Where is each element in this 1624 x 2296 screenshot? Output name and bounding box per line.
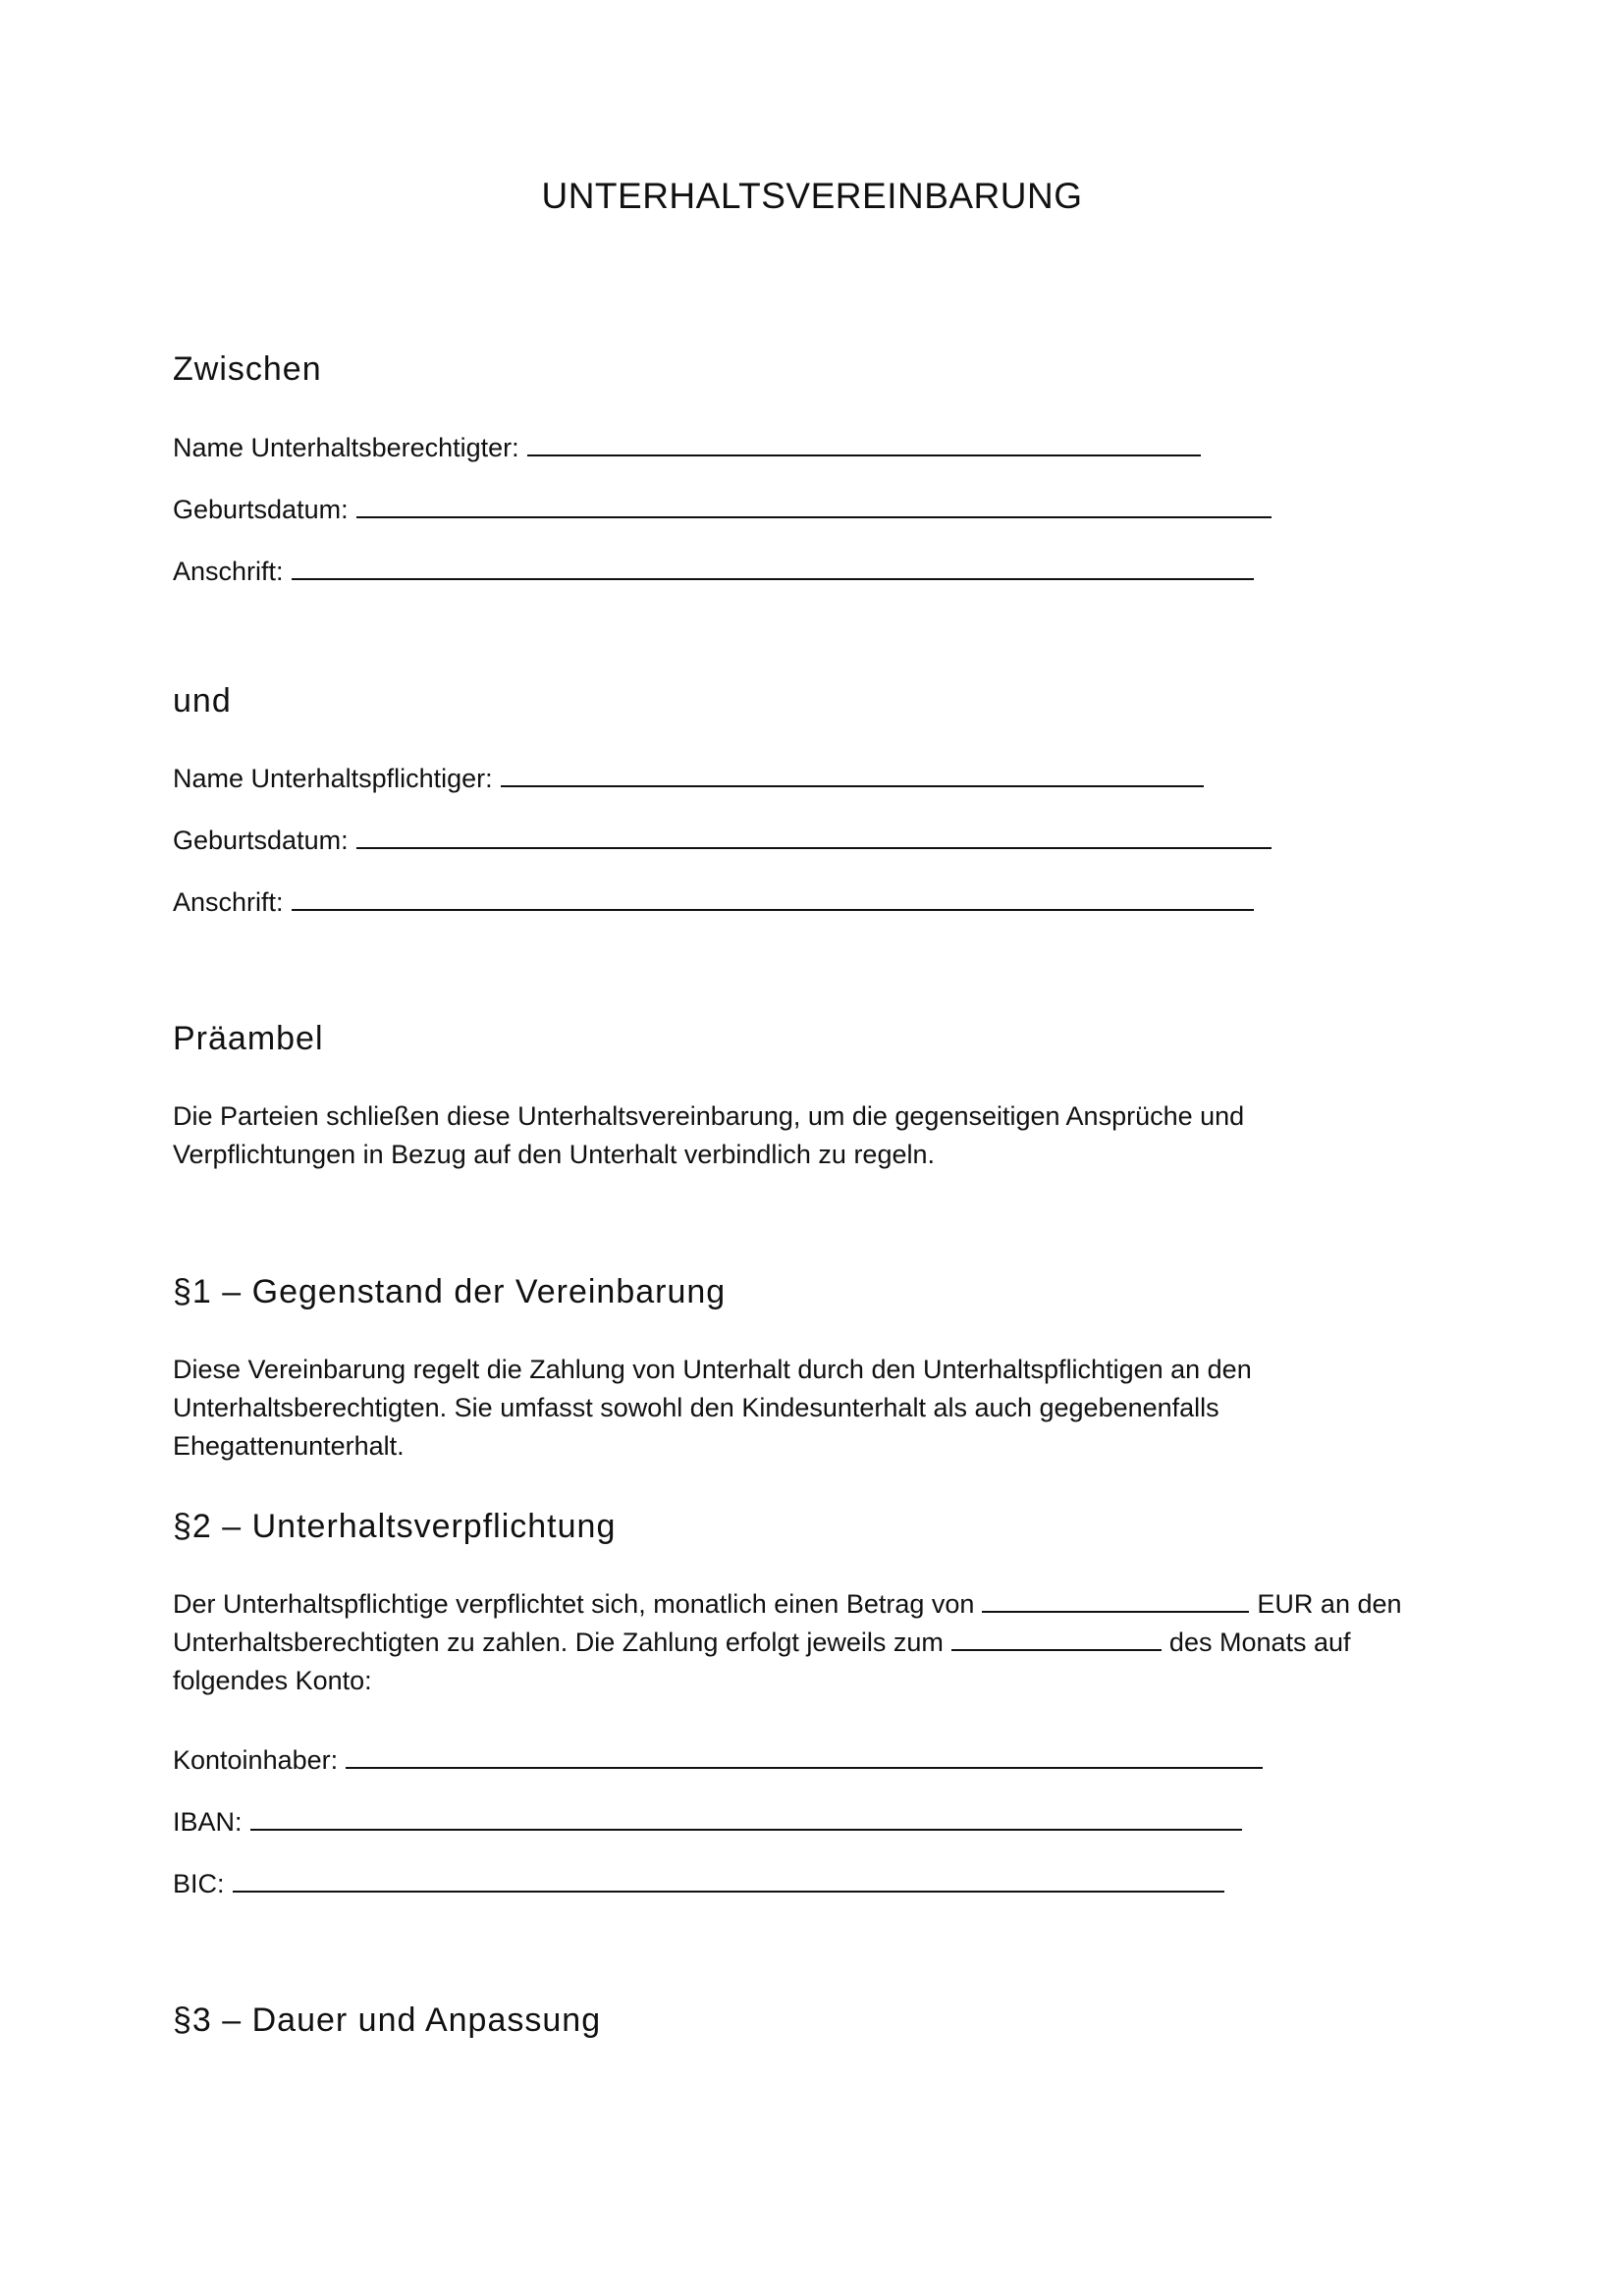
bic-blank[interactable] bbox=[233, 1867, 1224, 1893]
party1-name-blank[interactable] bbox=[527, 431, 1201, 456]
section2-text bbox=[173, 1585, 1402, 1700]
document-title: UNTERHALTSVEREINBARUNG bbox=[541, 176, 1083, 216]
section2-line bbox=[173, 1585, 1402, 1624]
party2-address-field bbox=[173, 884, 1254, 920]
section2-line1-start: Der Unterhaltspflichtige verpflichtet sich, monatlich einen Betrag von bbox=[173, 1589, 975, 1619]
party2-address-label: Anschrift: bbox=[173, 887, 284, 917]
section1-text bbox=[173, 1351, 1252, 1466]
payment-day-blank[interactable] bbox=[951, 1628, 1162, 1651]
section1-line: Ehegattenunterhalt. bbox=[173, 1431, 405, 1461]
section2-line bbox=[173, 1624, 1402, 1662]
preamble-line: Die Parteien schließen diese Unterhaltsvereinbarung, um die gegenseitigen Ansprüche und bbox=[173, 1101, 1245, 1131]
party2-birth-label: Geburtsdatum: bbox=[173, 826, 349, 855]
party2-name-blank[interactable] bbox=[501, 762, 1204, 787]
party2-birth-field bbox=[173, 823, 1272, 858]
section2-line1-end: EUR an den bbox=[1257, 1589, 1402, 1619]
account-holder-field bbox=[173, 1742, 1263, 1778]
party2-birth-blank[interactable] bbox=[356, 824, 1272, 849]
account-holder-blank[interactable] bbox=[346, 1743, 1263, 1769]
preamble-line: Verpflichtungen in Bezug auf den Unterhalt verbindlich zu regeln. bbox=[173, 1140, 935, 1169]
amount-blank[interactable] bbox=[982, 1589, 1249, 1613]
preamble-text bbox=[173, 1097, 1244, 1174]
iban-label: IBAN: bbox=[173, 1807, 243, 1837]
section2-line2-start: Unterhaltsberechtigten zu zahlen. Die Zahlung erfolgt jeweils zum bbox=[173, 1628, 944, 1657]
party1-address-blank[interactable] bbox=[292, 555, 1254, 580]
iban-field bbox=[173, 1804, 1242, 1840]
iban-blank[interactable] bbox=[250, 1805, 1242, 1831]
section1-heading: §1 – Gegenstand der Vereinbarung bbox=[173, 1273, 727, 1310]
party1-birth-blank[interactable] bbox=[356, 493, 1272, 518]
bic-label: BIC: bbox=[173, 1869, 225, 1898]
and-heading: und bbox=[173, 682, 232, 720]
party1-name-field bbox=[173, 430, 1201, 465]
section2-line2-end: des Monats auf bbox=[1168, 1628, 1351, 1657]
section1-line: Unterhaltsberechtigten. Sie umfasst sowohl den Kindesunterhalt als auch gegebenenfalls bbox=[173, 1393, 1219, 1422]
party2-name-label: Name Unterhaltspflichtiger: bbox=[173, 764, 493, 793]
party1-address-field bbox=[173, 554, 1254, 589]
section2-line: folgendes Konto: bbox=[173, 1666, 372, 1695]
party1-address-label: Anschrift: bbox=[173, 557, 284, 586]
section1-line: Diese Vereinbarung regelt die Zahlung von Unterhalt durch den Unterhaltspflichtigen an den bbox=[173, 1355, 1252, 1384]
party1-birth-label: Geburtsdatum: bbox=[173, 495, 349, 524]
party-intro-heading: Zwischen bbox=[173, 350, 322, 388]
party1-birth-field bbox=[173, 492, 1272, 527]
party2-address-blank[interactable] bbox=[292, 885, 1254, 911]
section2-heading: §2 – Unterhaltsverpflichtung bbox=[173, 1508, 617, 1545]
preamble-heading: Präambel bbox=[173, 1020, 324, 1057]
section3-heading: §3 – Dauer und Anpassung bbox=[173, 2002, 602, 2039]
bic-field bbox=[173, 1866, 1224, 1901]
party1-name-label: Name Unterhaltsberechtigter: bbox=[173, 433, 519, 462]
party2-name-field bbox=[173, 761, 1204, 796]
account-holder-label: Kontoinhaber: bbox=[173, 1745, 339, 1775]
